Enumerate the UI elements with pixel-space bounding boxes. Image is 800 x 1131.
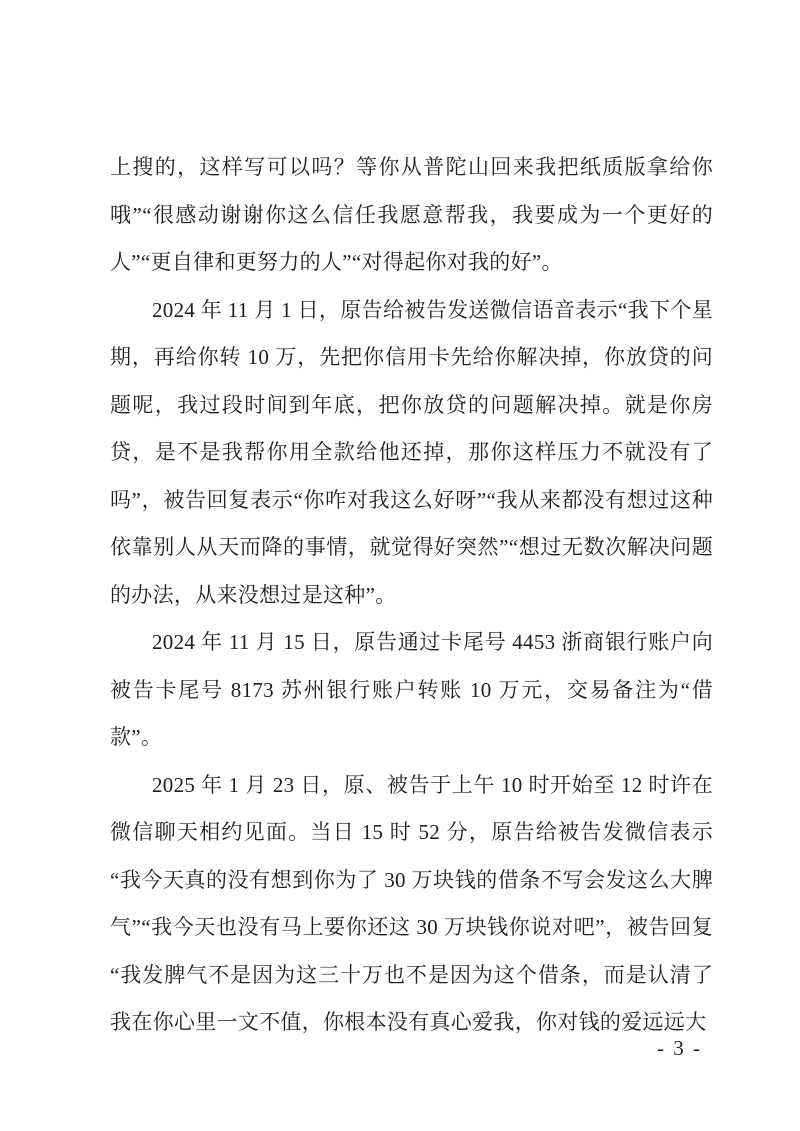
paragraph-2025-01-23: 2025 年 1 月 23 日，原、被告于上午 10 时开始至 12 时许在微信聊天相约见面。当日 15 时 52 分，原告给被告发微信表示“我今天真的没有想到你为了 30 万块钱的借条不写会发这么大脾气”“我今天也没有马上要你还这 30 万块钱你说对吧”，被告回复“我发脾气不是因为这三十万也不是因为这个借条，而是认清了我在你心里一文不值，你根本没有真心爱我，你对钱的爱远远大 <box>110 772 713 1034</box>
paragraph-2024-11-15: 2024 年 11 月 15 日，原告通过卡尾号 4453 浙商银行账户向被告卡尾号 8173 苏州银行账户转账 10 万元，交易备注为“借款”。 <box>110 630 713 749</box>
page-number: - 3 - <box>657 1036 702 1060</box>
paragraph-2024-11-01: 2024 年 11 月 1 日，原告给被告发送微信语音表示“我下个星期，再给你转 10 万，先把你信用卡先给你解决掉，你放贷的问题呢，我过段时间到年底，把你放贷的问题解决掉。就是你房贷，是不是我帮你用全款给他还掉，那你这样压力不就没有了吗”，被告回复表示“你咋对我这么好呀”“我从来都没有想过这种依靠别人从天而降的事情，就觉得好突然”“想过无数次解决问题的办法，从来没想过是这种”。 <box>110 297 713 607</box>
document-body <box>110 144 713 1047</box>
paragraph-continuation: 上搜的，这样写可以吗？等你从普陀山回来我把纸质版拿给你哦”“很感动谢谢你这么信任我愿意帮我，我要成为一个更好的人”“更自律和更努力的人”“对得起你对我的好”。 <box>110 155 713 274</box>
